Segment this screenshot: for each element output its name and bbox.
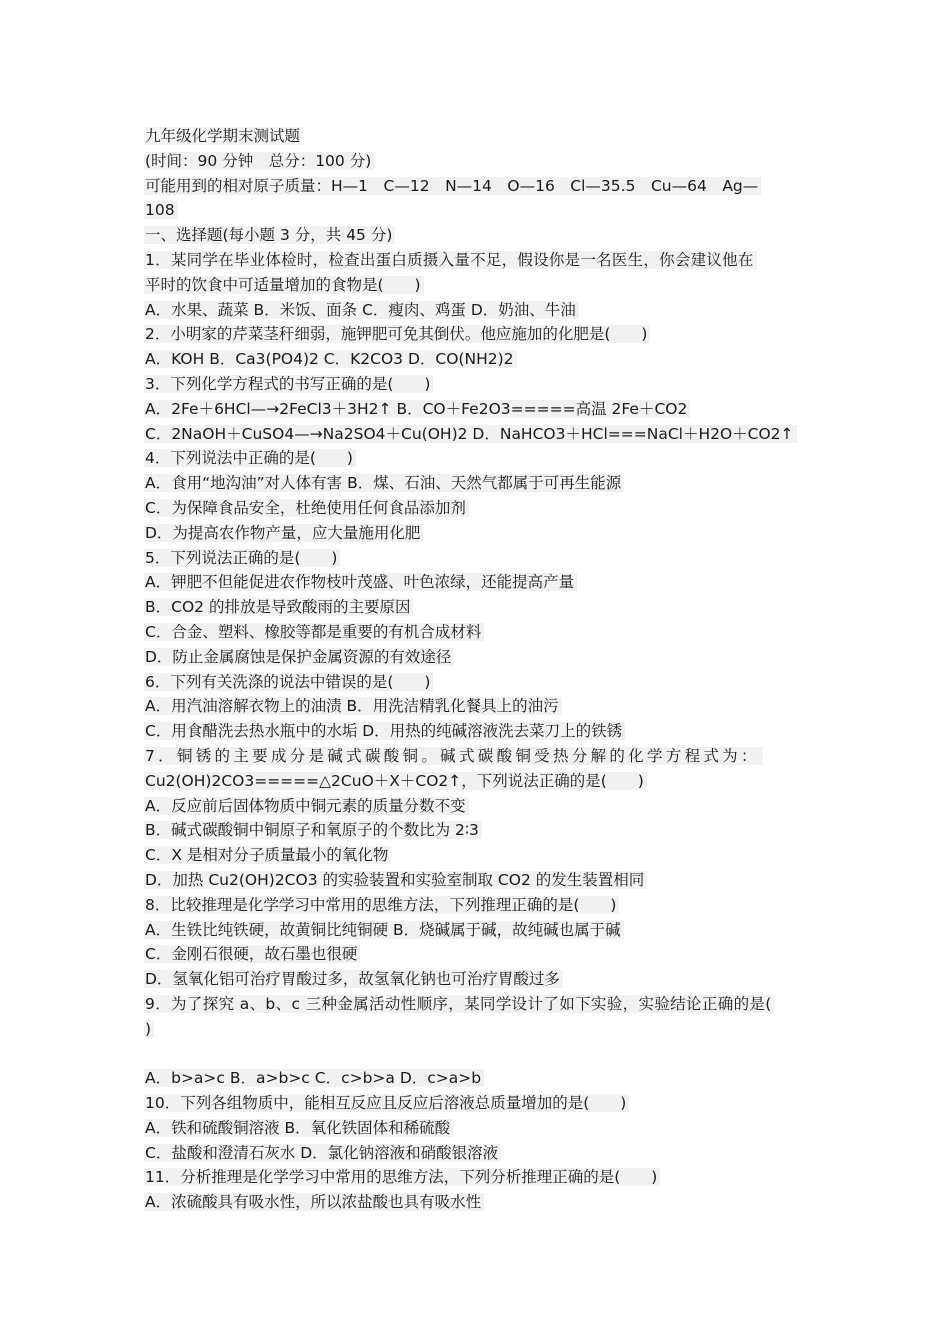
exam-text-body [144, 124, 814, 1215]
blank-line [144, 1041, 814, 1066]
answer-option: C．X 是相对分子质量最小的氧化物 [144, 843, 814, 868]
section-heading: 一、选择题(每小题 3 分，共 45 分) [144, 223, 814, 248]
question-line: 8．比较推理是化学学习中常用的思维方法，下列推理正确的是( ) [144, 893, 814, 918]
answer-option: A．钾肥不但能促进农作物枝叶茂盛、叶色浓绿，还能提高产量 [144, 570, 814, 595]
answer-options: C．盐酸和澄清石灰水 D．氯化钠溶液和硝酸银溶液 [144, 1141, 814, 1166]
answer-option: D．为提高农作物产量，应大量施用化肥 [144, 521, 814, 546]
answer-options: A．2Fe＋6HCl—→2FeCl3＋3H2↑ B．CO＋Fe2O3=====高温 2Fe＋CO2 [144, 397, 814, 422]
question-line: 10．下列各组物质中，能相互反应且反应后溶液总质量增加的是( ) [144, 1091, 814, 1116]
question-line: ) [144, 1017, 814, 1042]
answer-option: A．浓硫酸具有吸水性，所以浓盐酸也具有吸水性 [144, 1190, 814, 1215]
exam-subtitle: (时间：90 分钟 总分：100 分) [144, 149, 814, 174]
question-line: 6．下列有关洗涤的说法中错误的是( ) [144, 670, 814, 695]
answer-option: B．碱式碳酸铜中铜原子和氧原子的个数比为 2∶3 [144, 818, 814, 843]
answer-options: A．用汽油溶解衣物上的油渍 B．用洗洁精乳化餐具上的油污 [144, 694, 814, 719]
answer-option: C．为保障食品安全，杜绝使用任何食品添加剂 [144, 496, 814, 521]
answer-option: C．金刚石很硬，故石墨也很硬 [144, 942, 814, 967]
answer-option: A．反应前后固体物质中铜元素的质量分数不变 [144, 794, 814, 819]
atomic-masses-line-2: 108 [144, 198, 814, 223]
answer-options: C．用食醋洗去热水瓶中的水垢 D．用热的纯碱溶液洗去菜刀上的铁锈 [144, 719, 814, 744]
answer-options: A．KOH B．Ca3(PO4)2 C．K2CO3 D．CO(NH2)2 [144, 347, 814, 372]
answer-options: A．水果、蔬菜 B．米饭、面条 C．瘦肉、鸡蛋 D．奶油、牛油 [144, 298, 814, 323]
answer-options: A．食用“地沟油”对人体有害 B．煤、石油、天然气都属于可再生能源 [144, 471, 814, 496]
question-line: Cu2(OH)2CO3=====△2CuO＋X＋CO2↑，下列说法正确的是( ) [144, 769, 814, 794]
question-line: 1．某同学在毕业体检时，检查出蛋白质摄入量不足，假设你是一名医生，你会建议他在 [144, 248, 814, 273]
question-line: 3．下列化学方程式的书写正确的是( ) [144, 372, 814, 397]
exam-title: 九年级化学期末测试题 [144, 124, 814, 149]
answer-options: A．b>a>c B．a>b>c C．c>b>a D．c>a>b [144, 1066, 814, 1091]
question-line: 7．铜锈的主要成分是碱式碳酸铜。碱式碳酸铜受热分解的化学方程式为： [144, 744, 814, 769]
question-line: 4．下列说法中正确的是( ) [144, 446, 814, 471]
question-line: 5．下列说法正确的是( ) [144, 546, 814, 571]
question-line: 9．为了探究 a、b、c 三种金属活动性顺序，某同学设计了如下实验，实验结论正确的是( [144, 992, 814, 1017]
answer-option: D．防止金属腐蚀是保护金属资源的有效途径 [144, 645, 814, 670]
answer-options: A．铁和硫酸铜溶液 B．氧化铁固体和稀硫酸 [144, 1116, 814, 1141]
answer-option: D．氢氧化铝可治疗胃酸过多，故氢氧化钠也可治疗胃酸过多 [144, 967, 814, 992]
answer-option: D．加热 Cu2(OH)2CO3 的实验装置和实验室制取 CO2 的发生装置相同 [144, 868, 814, 893]
atomic-masses-line-1: 可能用到的相对原子质量：H—1 C—12 N—14 O—16 Cl—35.5 Cu—64 Ag— [144, 174, 814, 199]
question-line: 11．分析推理是化学学习中常用的思维方法，下列分析推理正确的是( ) [144, 1165, 814, 1190]
answer-options: A．生铁比纯铁硬，故黄铜比纯铜硬 B．烧碱属于碱，故纯碱也属于碱 [144, 918, 814, 943]
answer-option: C．合金、塑料、橡胶等都是重要的有机合成材料 [144, 620, 814, 645]
answer-option: B．CO2 的排放是导致酸雨的主要原因 [144, 595, 814, 620]
question-line: 2．小明家的芹菜茎秆细弱，施钾肥可免其倒伏。他应施加的化肥是( ) [144, 322, 814, 347]
answer-options: C．2NaOH＋CuSO4—→Na2SO4＋Cu(OH)2 D．NaHCO3＋HCl===NaCl＋H2O＋CO2↑ [144, 422, 814, 447]
question-line: 平时的饮食中可适量增加的食物是( ) [144, 273, 814, 298]
